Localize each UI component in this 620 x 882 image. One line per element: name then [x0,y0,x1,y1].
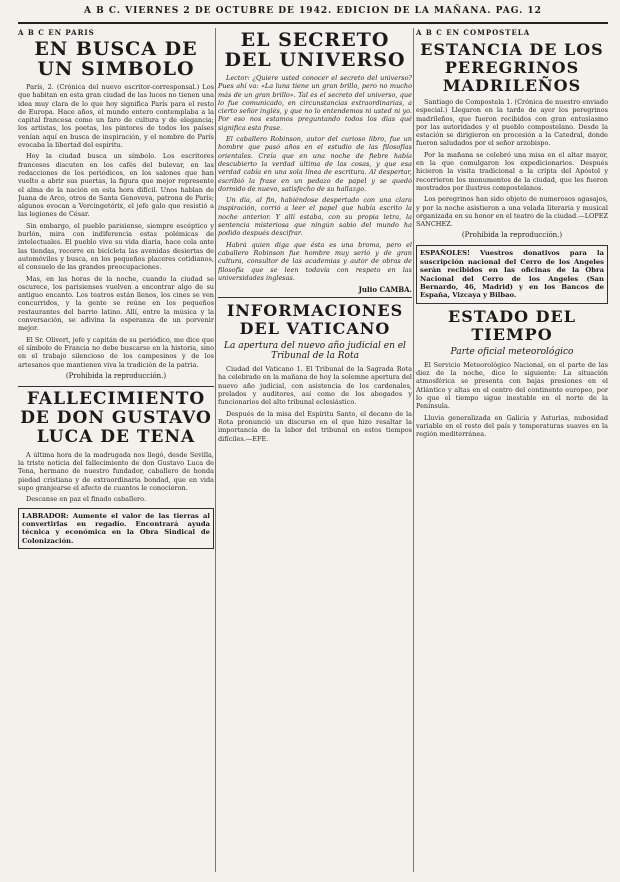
article-paragraph: Mas, en las horas de la noche, cuando la ciudad se oscurece, los parisienses vuelven a encontrar algo de su antiguo encanto. Los teatros están llenos, los cines se ven concurridos, y la gente se reúne en los pequeños restaurantes del barrio latino. Allí, entre la música y la conversación, se adivina la esperanza de un porvenir mejor. [18,274,214,333]
weather-subtitle: Parte oficial meteorológico [450,346,574,357]
notice-box: LABRADOR: Aumente el valor de las tierras al convertirlas en regadío. Encontrará ayuda técnica y económica en la Obra Sindical de Colonización. [18,508,214,550]
weather-paragraph: El Servicio Meteorológico Nacional, en el parte de las diez de la noche, dice lo siguiente: La situación atmosférica se presenta con bajas presiones en el Atlántico y altas en el centro del continente europeo, por lo que el tiempo sigue inestable en el norte de la Península. [416,360,608,411]
section-subtitle: La apertura del nuevo año judicial en el Tribunal de la Rota [224,341,406,362]
divider [218,297,412,298]
column-divider [215,28,216,872]
article-paragraph: Lector: ¿Quiere usted conocer el secreto del universo? Pues ahí va: «La luna tiene un gran brillo, pero no mucho más de un gran brillo». Tal es el secreto del universo, que lo fue comunicado, en circunstancias extraordinarias, a cierto señor inglés, y que no lo entendemos ni usted ni yo. Por eso nos estamos preguntando todos los días qué significa esta frase. [218,74,412,132]
divider [18,386,214,387]
column-left [18,28,214,872]
section-title: INFORMACIONES DEL VATICANO [226,301,404,339]
masthead: A B C. VIERNES 2 DE OCTUBRE DE 1942. EDICION DE LA MAÑANA. PAG. 12 [18,6,608,24]
article-paragraph: Ciudad del Vaticano 1. El Tribunal de la Sagrada Rota ha celebrado en la mañana de hoy la solemne apertura del nuevo año judicial, con asistencia de los cardenales, prelados y auditores, así como de los abogados y funcionarios del alto tribunal eclesiástico. [218,365,412,407]
article-paragraph: París, 2. (Crónica del nuevo escritor-corresponsal.) Los que habitan en esta gran ciudad de las luces no tienen una idea muy clara de lo que hoy significa París para el resto de Europa. Hace años, el mundo entero contemplaba a la capital francesa como un faro de cultura y de elegancia; los artistas, los poetas, los pintores de todos los países venían aquí en busca de inspiración, y el nombre de París evocaba la libertad del espíritu. [18,83,214,150]
section-kicker: A B C EN PARIS [18,28,95,37]
article-credit: (Prohibida la reproducción.) [461,231,563,240]
article-paragraph: Un día, al fin, habiéndose despertado con una clara inspiración, corrió a leer el papel que había escrito la noche anterior. Y allí estaba, con su propia letra, la sentencia misteriosa que ningún sabio del mundo ha podido después descifrar. [218,196,412,238]
article-paragraph: El Sr. Olivert, jefe y capitán de su periódico, me dice que el símbolo de Francia no debe buscarse en la historia, sino en el trabajo silencioso de los campesinos y de los artesanos que mantienen viva la tradición de la patria. [18,335,214,369]
notice-box: ESPAÑOLES! Vuestros donativos para la suscripción nacional del Cerro de los Angeles serán recibidos en las oficinas de la Obra Nacional del Cerro de los Angeles (San Bernardo, 46, Madrid) y en los Bancos de España, Vizcaya y Bilbao. [416,245,608,303]
article-title: EL SECRETO DEL UNIVERSO [224,29,406,71]
article-signature: Julio CAMBA. [358,285,412,295]
column-middle [218,28,412,872]
article-paragraph: Por la mañana se celebró una misa en el altar mayor, en la que comulgaron los expedicionarios. Después hicieron la visita tradicional a la cripta del Apóstol y recorrieron los monumentos de la ciudad, que les fueron mostrados por ilustres compostelanos. [416,150,608,192]
article-paragraph: Santiago de Compostela 1. (Crónica de nuestro enviado especial.) Llegaron en la tarde de ayer los peregrinos madrileños, que fueron recibidos con gran entusiasmo por las autoridades y el pueblo compostelano. Desde la estación se dirigieron en procesión a la Catedral, donde fueron saludados por el señor arzobispo. [416,98,608,148]
column-right [416,28,608,872]
weather-title: ESTADO DEL TIEMPO [448,306,576,344]
article-paragraph: Después de la misa del Espíritu Santo, el decano de la Rota pronunció un discurso en el que hizo resaltar la importancia de la labor del tribunal en estos tiempos difíciles.—EFE. [218,409,412,443]
obituary-title: FALLECIMIENTO DE DON GUSTAVO LUCA DE TENA [20,388,212,447]
obituary-paragraph: Descanse en paz el finado caballero. [26,495,147,504]
obituary-paragraph: A última hora de la madrugada nos llegó, desde Sevilla, la triste noticia del fallecimiento de don Gustavo Luca de Tena, hermano de nuestro fundador, caballero de honda piedad cristiana y de extraordinaria bondad, que en vida supo granjearse el afecto de cuantos le conocieron. [18,450,214,492]
article-paragraph: Los peregrinos han sido objeto de numerosos agasajos, y por la noche asistieron a una velada literaria y musical organizada en su honor en el teatro de la ciudad.—LOPEZ SANCHEZ. [416,195,608,229]
column-divider [413,28,414,872]
article-credit: (Prohibida la reproducción.) [65,371,167,380]
article-title: EN BUSCA DE UN SIMBOLO [34,38,198,80]
section-kicker: A B C EN COMPOSTELA [416,28,531,37]
article-title: ESTANCIA DE LOS PEREGRINOS MADRILEÑOS [420,40,604,95]
article-paragraph: Sin embargo, el pueblo parisiense, siempre escéptico y burlón, mira con indiferencia estas polémicas de intelectuales. El pueblo vive su vida diaria, hace cola ante las tiendas, recorre en bicicleta las avenidas desiertas de automóviles y busca, en los pequeños placeres cotidianos, el consuelo de las grandes preocupaciones. [18,221,214,272]
weather-paragraph: Lluvia generalizada en Galicia y Asturias, nubosidad variable en el resto del país y temperaturas suaves en la región mediterránea. [416,413,608,439]
article-paragraph: El caballero Robinson, autor del curioso libro, fue un hombre que pasó años en el estudio de las filosofías orientales. Creía que en una noche de fiebre había descubierto la verdad última de las cosas, y que esa verdad cabía en una sola línea de escritura. Al despertar, escribió la frase en un pedazo de papel y se quedó dormido de nuevo, satisfecho de su hallazgo. [218,135,412,193]
article-paragraph: Hoy la ciudad busca un símbolo. Los escritores franceses discuten en los cafés del bulevar, en las redacciones de los periódicos, en los salones que han vuelto a abrir sus puertas, la figura que mejor represente el alma de la nación en esta hora difícil. Unos hablan de Juana de Arco, otros de Santa Genoveva, patrona de París; algunos evocan a Vercingetórix, el jefe galo que resistió a las legiones de César. [18,152,214,219]
article-paragraph: Habrá quien diga que ésta es una broma, pero el caballero Robinson fue hombre muy serio y de gran cultura, consultor de las academias y autor de obras de filosofía que se leen todavía con respeto en las universidades inglesas. [218,240,412,282]
